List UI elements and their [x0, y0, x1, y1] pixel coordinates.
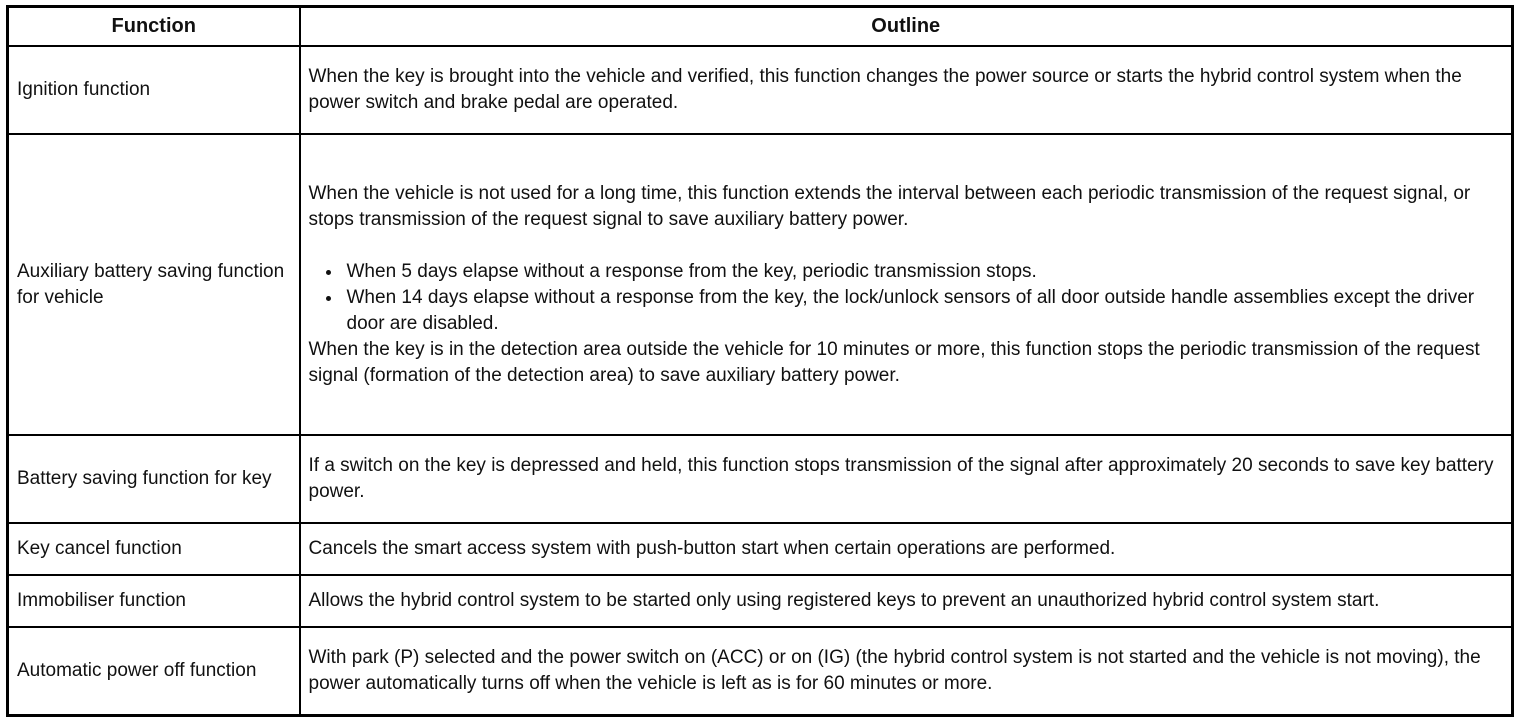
table-row [8, 575, 1513, 627]
table-row [8, 435, 1513, 523]
outline-bullet-item: • When 14 days elapse without a response from the key, the lock/unlock sensors of all door outside handle assemblies except the driver door are disabled. [343, 285, 1504, 337]
outline-cell [300, 46, 1513, 134]
function-cell: Ignition function [8, 46, 300, 134]
table-row [8, 523, 1513, 575]
outline-paragraph: With park (P) selected and the power switch on (ACC) or on (IG) (the hybrid control system is not started and the vehicle is not moving), the power automatically turns off when the vehicle is left as is for 60 minutes or more. [308, 647, 1481, 695]
function-cell: Automatic power off function [8, 627, 300, 715]
outline-paragraph: When the key is brought into the vehicle and verified, this function changes the power source or starts the hybrid control system when the power switch and brake pedal are operated. [308, 66, 1462, 114]
function-cell: Key cancel function [8, 523, 300, 575]
outline-paragraph: Allows the hybrid control system to be started only using registered keys to prevent an unauthorized hybrid control system start. [308, 590, 1380, 612]
outline-cell [300, 523, 1513, 575]
outline-cell [300, 435, 1513, 523]
table-header [8, 7, 1513, 47]
header-row [8, 7, 1513, 47]
table-row [8, 46, 1513, 134]
table-body [8, 46, 1513, 715]
function-cell: Battery saving function for key [8, 435, 300, 523]
table-row [8, 627, 1513, 715]
outline-cell [300, 627, 1513, 715]
outline-cell [300, 134, 1513, 435]
outline-paragraph: When the key is in the detection area outside the vehicle for 10 minutes or more, this function stops the periodic transmission of the request signal (formation of the detection area) to save auxiliary battery power. [308, 338, 1480, 386]
header-outline: Outline [300, 7, 1513, 47]
outline-paragraph: Cancels the smart access system with push-button start when certain operations are performed. [308, 538, 1116, 560]
outline-cell [300, 575, 1513, 627]
outline-paragraph: When the vehicle is not used for a long time, this function extends the interval between each periodic transmission of the request signal, or stops transmission of the request signal to save auxiliary battery power. [308, 182, 1471, 230]
header-function: Function [8, 7, 300, 47]
outline-paragraph: If a switch on the key is depressed and held, this function stops transmission of the signal after approximately 20 seconds to save key battery power. [308, 455, 1494, 503]
function-cell: Auxiliary battery saving function for vehicle [8, 134, 300, 435]
outline-bullet-item: • When 5 days elapse without a response from the key, periodic transmission stops. [343, 259, 1504, 285]
function-cell: Immobiliser function [8, 575, 300, 627]
table-row [8, 134, 1513, 435]
function-outline-table [6, 5, 1514, 717]
outline-bullet-list [309, 259, 1504, 337]
